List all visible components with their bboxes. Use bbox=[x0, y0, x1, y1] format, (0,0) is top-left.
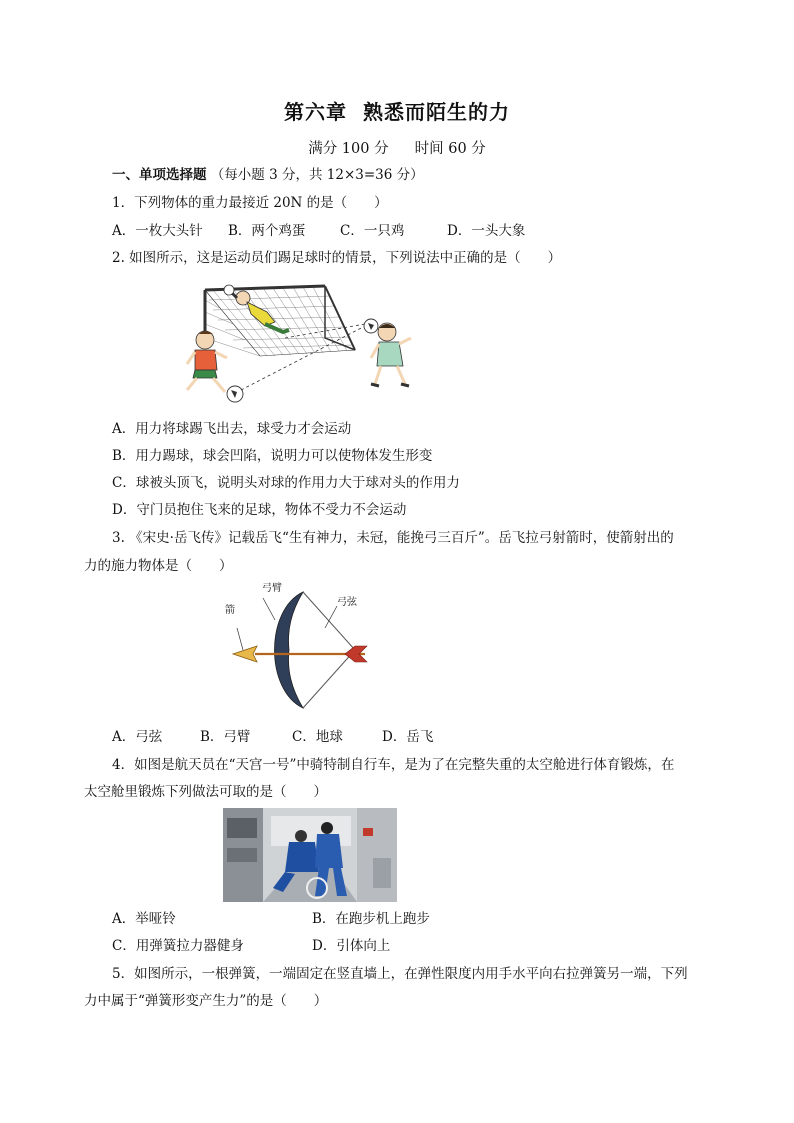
full-score: 满分 100 分 bbox=[308, 141, 389, 157]
q4-option-b: B．在跑步机上跑步 bbox=[312, 911, 430, 927]
q1-option-d: D．一头大象 bbox=[447, 223, 526, 239]
q2-option-c: C．球被头顶飞，说明头对球的作用力大于球对头的作用力 bbox=[112, 475, 460, 491]
space-station-photo bbox=[223, 808, 397, 902]
q4-stem-line2: 太空舱里锻炼下列做法可取的是（ ） bbox=[84, 784, 327, 800]
q2-stem: 2. 如图所示，这是运动员们踢足球时的情景，下列说法中正确的是（ ） bbox=[112, 250, 562, 266]
q4-option-c: C．用弹簧拉力器健身 bbox=[112, 938, 244, 954]
label-bow-string: 弓弦 bbox=[337, 597, 357, 608]
q5-stem-line1: 5．如图所示，一根弹簧，一端固定在竖直墙上，在弹性限度内用手水平向右拉弹簧另一端，下列 bbox=[112, 966, 688, 982]
section-title: 一、单项选择题 bbox=[112, 167, 207, 183]
q3-option-a: A．弓弦 bbox=[112, 729, 163, 745]
q2-option-b: B．用力踢球，球会凹陷，说明力可以使物体发生形变 bbox=[112, 448, 433, 464]
time-limit: 时间 60 分 bbox=[414, 141, 486, 157]
q1-option-a: A．一枚大头针 bbox=[112, 223, 203, 239]
q2-option-d: D．守门员抱住飞来的足球，物体不受力不会运动 bbox=[112, 502, 407, 518]
q1-option-b: B．两个鸡蛋 bbox=[228, 223, 306, 239]
kicker-figure bbox=[187, 331, 243, 402]
q3-option-b: B．弓臂 bbox=[200, 729, 251, 745]
page-title bbox=[0, 96, 794, 125]
q3-option-d: D．岳飞 bbox=[382, 729, 434, 745]
q4-option-d: D．引体向上 bbox=[312, 938, 391, 954]
bow-arm bbox=[275, 592, 304, 708]
q3-option-c: C．地球 bbox=[292, 729, 343, 745]
q3-stem-line2: 力的施力物体是（ ） bbox=[84, 558, 233, 574]
goal-net-icon bbox=[205, 286, 355, 356]
chapter-number: 第六章 bbox=[284, 100, 347, 124]
section-heading bbox=[112, 166, 424, 184]
q1-stem: 1．下列物体的重力最接近 20N 的是（ ） bbox=[112, 195, 388, 211]
label-bow-arm: 弓臂 bbox=[262, 583, 282, 594]
q4-stem-line1: 4．如图是航天员在“天宫一号”中骑特制自行车，是为了在完整失重的太空舱进行体育锻炼，在 bbox=[112, 757, 675, 773]
soccer-illustration bbox=[175, 278, 425, 408]
label-arrow: 箭 bbox=[225, 605, 235, 616]
q1-option-c: C．一只鸡 bbox=[340, 223, 405, 239]
q2-option-a: A．用力将球踢飞出去，球受力才会运动 bbox=[112, 421, 352, 437]
q4-option-a: A．举哑铃 bbox=[112, 911, 176, 927]
section-note: （每小题 3 分，共 12×3=36 分） bbox=[210, 167, 424, 183]
q5-stem-line2: 力中属于“弹簧形变产生力”的是（ ） bbox=[84, 993, 328, 1009]
q3-stem-line1: 3. 《宋史·岳飞传》记载岳飞“生有神力，未冠，能挽弓三百斤”。岳飞拉弓射箭时，使箭射出的 bbox=[112, 530, 674, 546]
header-player-figure bbox=[364, 319, 411, 386]
exam-meta bbox=[0, 137, 794, 158]
arrowhead bbox=[233, 646, 257, 662]
chapter-name: 熟悉而陌生的力 bbox=[363, 100, 510, 124]
